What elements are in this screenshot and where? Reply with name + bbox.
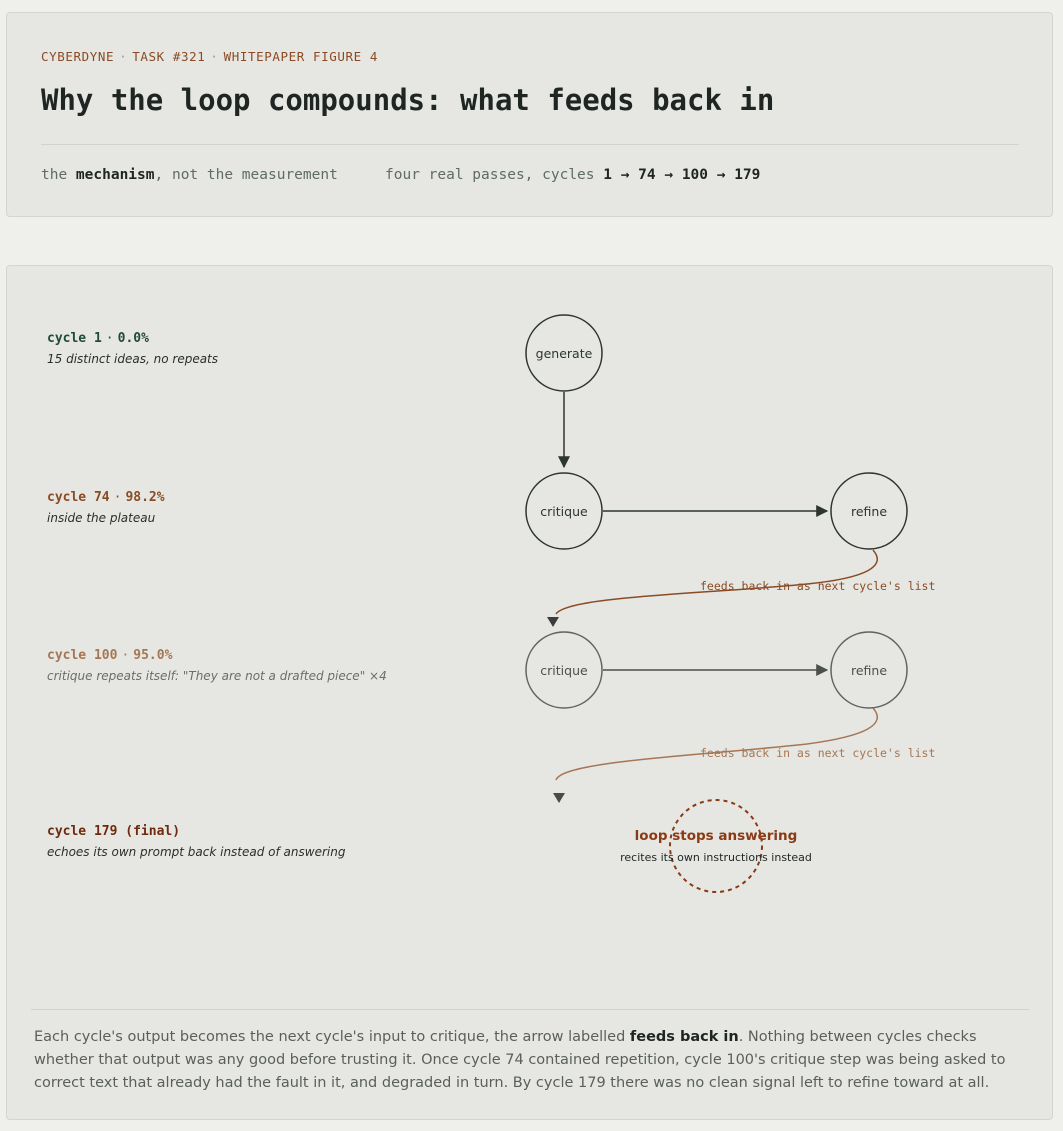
feedback-arrowhead-1: [547, 617, 559, 627]
terminal-title: loop stops answering: [634, 828, 798, 844]
feedback-arrowhead-2: [553, 793, 565, 803]
subtitle-left: the mechanism, not the measurement: [41, 167, 338, 183]
node-generate-label: generate: [535, 346, 593, 361]
figure-caption: Each cycle's output becomes the next cycle's input to critique, the arrow labelled feeds back in. Nothing between cycles checks whether that output was any good before trusting it. Once cycle 74 contained repetition, cycle 100's critique step was being asked to correct text that already had the fault in it, and degraded in turn. By cycle 179 there was no clean signal left to refine toward at all.: [34, 1029, 1006, 1091]
eyebrow-task: TASK #321: [132, 49, 206, 64]
cycle-sequence: 1 → 74 → 100 → 179: [603, 167, 761, 183]
terminal-subtitle: recites its own instructions instead: [620, 851, 812, 864]
cycle-100-label: cycle 100 · 95.0%: [47, 648, 173, 663]
feedback-curve-2: [556, 708, 877, 780]
header-divider: [41, 144, 1019, 145]
subtitle-right: four real passes, cycles 1 → 74 → 100 → 179: [385, 167, 761, 183]
cycle-74-label: cycle 74 · 98.2%: [47, 490, 165, 505]
page-title: Why the loop compounds: what feeds back in: [41, 83, 775, 117]
node-refine-1-label: refine: [850, 504, 888, 519]
cycle-179-desc: echoes its own prompt back instead of answering: [47, 845, 346, 859]
node-refine-2-label: refine: [850, 663, 888, 678]
eyebrow-figure: WHITEPAPER FIGURE 4: [223, 49, 378, 64]
eyebrow-separator: ·: [119, 49, 128, 64]
node-terminal: [670, 800, 762, 892]
feedback-label-1: feeds back in as next cycle's list: [700, 579, 936, 593]
loop-diagram: [7, 266, 1054, 1006]
cycle-74-desc: inside the plateau: [47, 511, 156, 525]
feedback-label-2: feeds back in as next cycle's list: [700, 746, 936, 760]
cycle-179-label: cycle 179 (final): [47, 824, 181, 839]
cycle-1-desc: 15 distinct ideas, no repeats: [47, 352, 219, 366]
eyebrow: [41, 49, 378, 64]
eyebrow-org: CYBERDYNE: [41, 49, 115, 64]
header-card: [6, 12, 1053, 217]
caption-divider: [31, 1009, 1029, 1010]
figure-card: [6, 265, 1053, 1120]
subtitle-emphasis: mechanism: [75, 167, 155, 183]
eyebrow-separator: ·: [210, 49, 219, 64]
node-critique-1-label: critique: [540, 504, 588, 519]
cycle-100-desc: critique repeats itself: "They are not a drafted piece" ×4: [47, 669, 387, 683]
node-critique-2-label: critique: [540, 663, 588, 678]
cycle-1-label: cycle 1 · 0.0%: [47, 331, 149, 346]
caption-emphasis: feeds back in: [629, 1029, 739, 1045]
